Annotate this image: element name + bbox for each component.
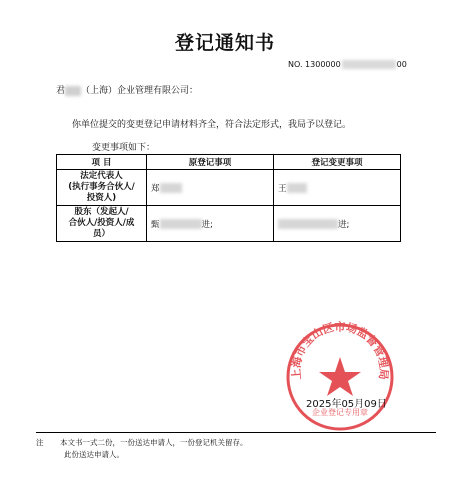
changed-value-start: 王 — [278, 183, 287, 194]
seal-star-icon — [319, 357, 361, 396]
row-item-legal-rep: 法定代表人 (执行事务合伙人/ 投资人) — [57, 170, 147, 206]
document-title: 登记通知书 — [174, 32, 275, 54]
redacted-block — [287, 183, 307, 193]
changes-intro: 变更事项如下： — [92, 143, 156, 153]
row-changed-value — [274, 170, 401, 206]
row-original-value — [147, 170, 274, 206]
original-value-end: 进; — [201, 219, 213, 230]
document-number-prefix: NO. 1300000 — [288, 60, 341, 69]
seal-arc-text: 上海市宝山区市场监督管理局 — [289, 321, 391, 381]
addressee-start: 君 — [56, 86, 66, 96]
row-original-value — [147, 206, 274, 242]
changes-table — [56, 154, 401, 242]
addressee-company — [56, 83, 198, 96]
redacted-block — [342, 60, 396, 69]
row-item-shareholder: 股东（发起人/ 合伙人/投资人/成 员） — [57, 206, 147, 242]
redacted-block — [160, 183, 182, 193]
header-changed: 登记变更事项 — [274, 155, 401, 170]
table-header-row — [57, 155, 401, 170]
redacted-block — [65, 86, 81, 96]
original-value-start: 甄 — [151, 219, 160, 230]
table-row — [57, 206, 401, 242]
original-value-start: 郑 — [151, 183, 160, 194]
notes-label: 注 — [36, 438, 44, 447]
table-row — [57, 170, 401, 206]
notes-line-2: 此份送达申请人。 — [64, 450, 124, 459]
changed-value-end: 进; — [338, 219, 350, 230]
issue-date: 2025年05月09日 — [306, 399, 387, 410]
redacted-block — [160, 219, 202, 229]
header-original: 原登记事项 — [147, 155, 274, 170]
row-changed-value — [274, 206, 401, 242]
header-item: 项 目 — [57, 155, 147, 170]
notes-line-1: 本文书一式二份，一份送达申请人，一份登记机关留存。 — [60, 438, 248, 447]
official-seal — [284, 321, 396, 433]
document-number — [288, 60, 407, 69]
document-number-suffix: 00 — [396, 60, 407, 69]
seal-bottom-text: 企业登记专用章 — [312, 408, 368, 417]
footer-notes — [36, 437, 248, 461]
redacted-block — [278, 219, 338, 229]
body-text: 你单位提交的变更登记申请材料齐全，符合法定形式，我局予以登记。 — [72, 120, 352, 130]
footer-divider — [36, 432, 436, 433]
addressee-end: （上海）企业管理有限公司： — [81, 86, 199, 96]
